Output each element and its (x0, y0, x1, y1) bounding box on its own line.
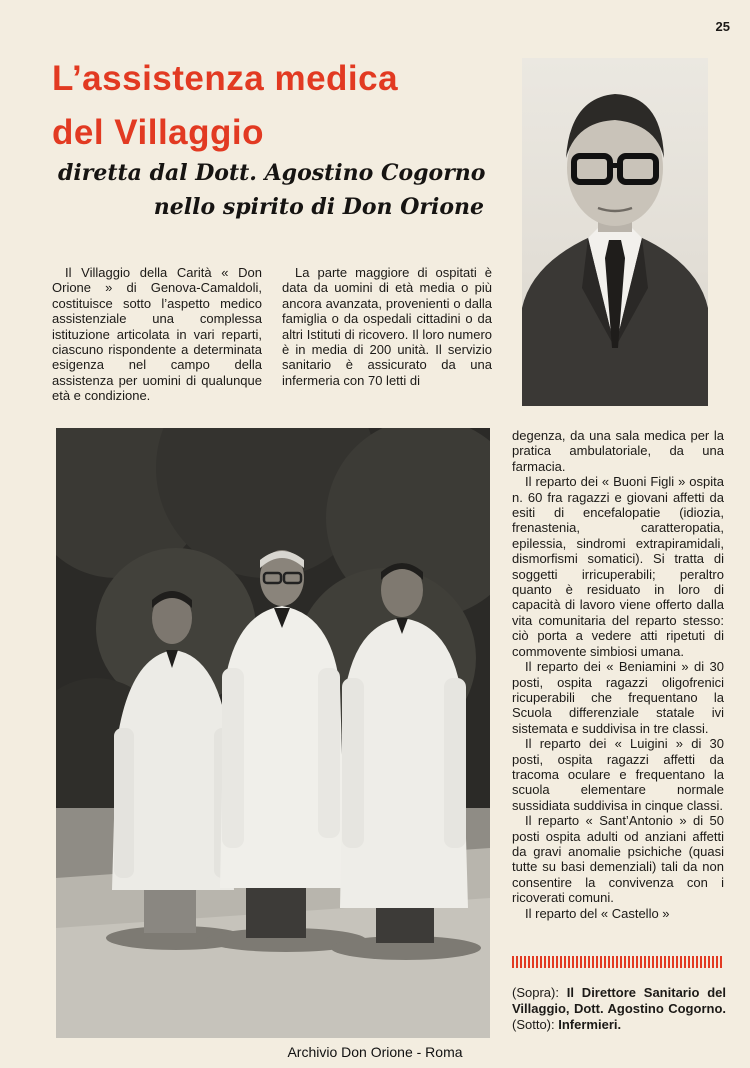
article-subtitle (58, 156, 484, 224)
decorative-red-rule (512, 956, 724, 968)
group-photo (56, 428, 490, 1038)
column2-paragraph: La parte maggiore di ospitati è data da uomini di età media o più ancora avanzata, provenienti o dalla famiglia o da ospedali cittadini o da altri Istituti di ricovero. Il loro numero è in media di 200 unità. Il servizio sanitario è assicurato da una infermeria con 70 letti di (282, 265, 492, 388)
column3-paragraph-3: Il reparto dei « Beniamini » di 30 posti, ospita ragazzi oligofrenici ricuperabili che frequentano la Scuola differenziale statale ivi sistemata e suddivisa in tre classi. (512, 659, 724, 736)
page-number: 25 (715, 19, 730, 34)
column1-paragraph: Il Villaggio della Carità « Don Orione » di Genova-Camaldoli, costituisce sotto l’aspetto medico assistenziale una complessa istituzione articolata in vari reparti, ciascuno rispondente a determinata esigenza nel campo della assistenza per uomini di qualunque età e condizione. (52, 265, 262, 404)
column3-paragraph-1: degenza, da una sala medica per la pratica ambulatoriale, da una farmacia. (512, 428, 724, 474)
column3-paragraph-4: Il reparto dei « Luigini » di 30 posti, ospita ragazzi affetti da tracoma oculare e frequentano la scuola elementare normale sussidiata suddivisa in cinque classi. (512, 736, 724, 813)
subtitle-line-2: nello spirito di Don Orione (153, 194, 484, 220)
archive-footer: Archivio Don Orione - Roma (287, 1044, 463, 1060)
photo-caption (512, 985, 726, 1033)
text-column-1 (52, 265, 262, 404)
text-column-3 (512, 428, 724, 921)
column3-paragraph-2: Il reparto dei « Buoni Figli » ospita n. 60 fra ragazzi e giovani affetti da esiti di encefalopatie (idiozia, frenastenia, caratteropatia, epilessia, sindromi extrapiramidali, dismorfismi somatici). Si tratta di soggetti irricuperabili; peraltro quanto è residuato in loro di capacità di lavoro viene offerto dalla vita comunitaria del reparto stesso: ciò porta a vedere atti ripetuti di commovente simbiosi umana. (512, 474, 724, 659)
group-photo-art (56, 428, 490, 1038)
caption-bold-1: Il Direttore Sanitario del Villaggio, Dott. Agostino Cogorno. (512, 985, 726, 1016)
subtitle-line-1: diretta dal Dott. Agostino Cogorno (58, 160, 486, 186)
column3-paragraph-6: Il reparto del « Castello » (525, 905, 670, 921)
portrait-photo-art (522, 58, 708, 406)
caption-mid: (Sotto): (512, 1017, 555, 1032)
caption-open: (Sopra): (512, 985, 559, 1000)
text-column-2 (282, 265, 492, 388)
title-line-1: L’assistenza medica (52, 59, 399, 98)
title-line-2: del Villaggio (52, 113, 265, 152)
caption-bold-2: Infermieri. (558, 1017, 622, 1032)
portrait-photo (522, 58, 708, 406)
article-title (52, 52, 512, 160)
column3-paragraph-5: Il reparto « Sant’Antonio » di 50 posti ospita adulti od anziani affetti da gravi anomalie psichiche (quasi tutte su basi demenziali) tali da non consentire la convivenza con i ricoverati comuni. (512, 813, 724, 906)
